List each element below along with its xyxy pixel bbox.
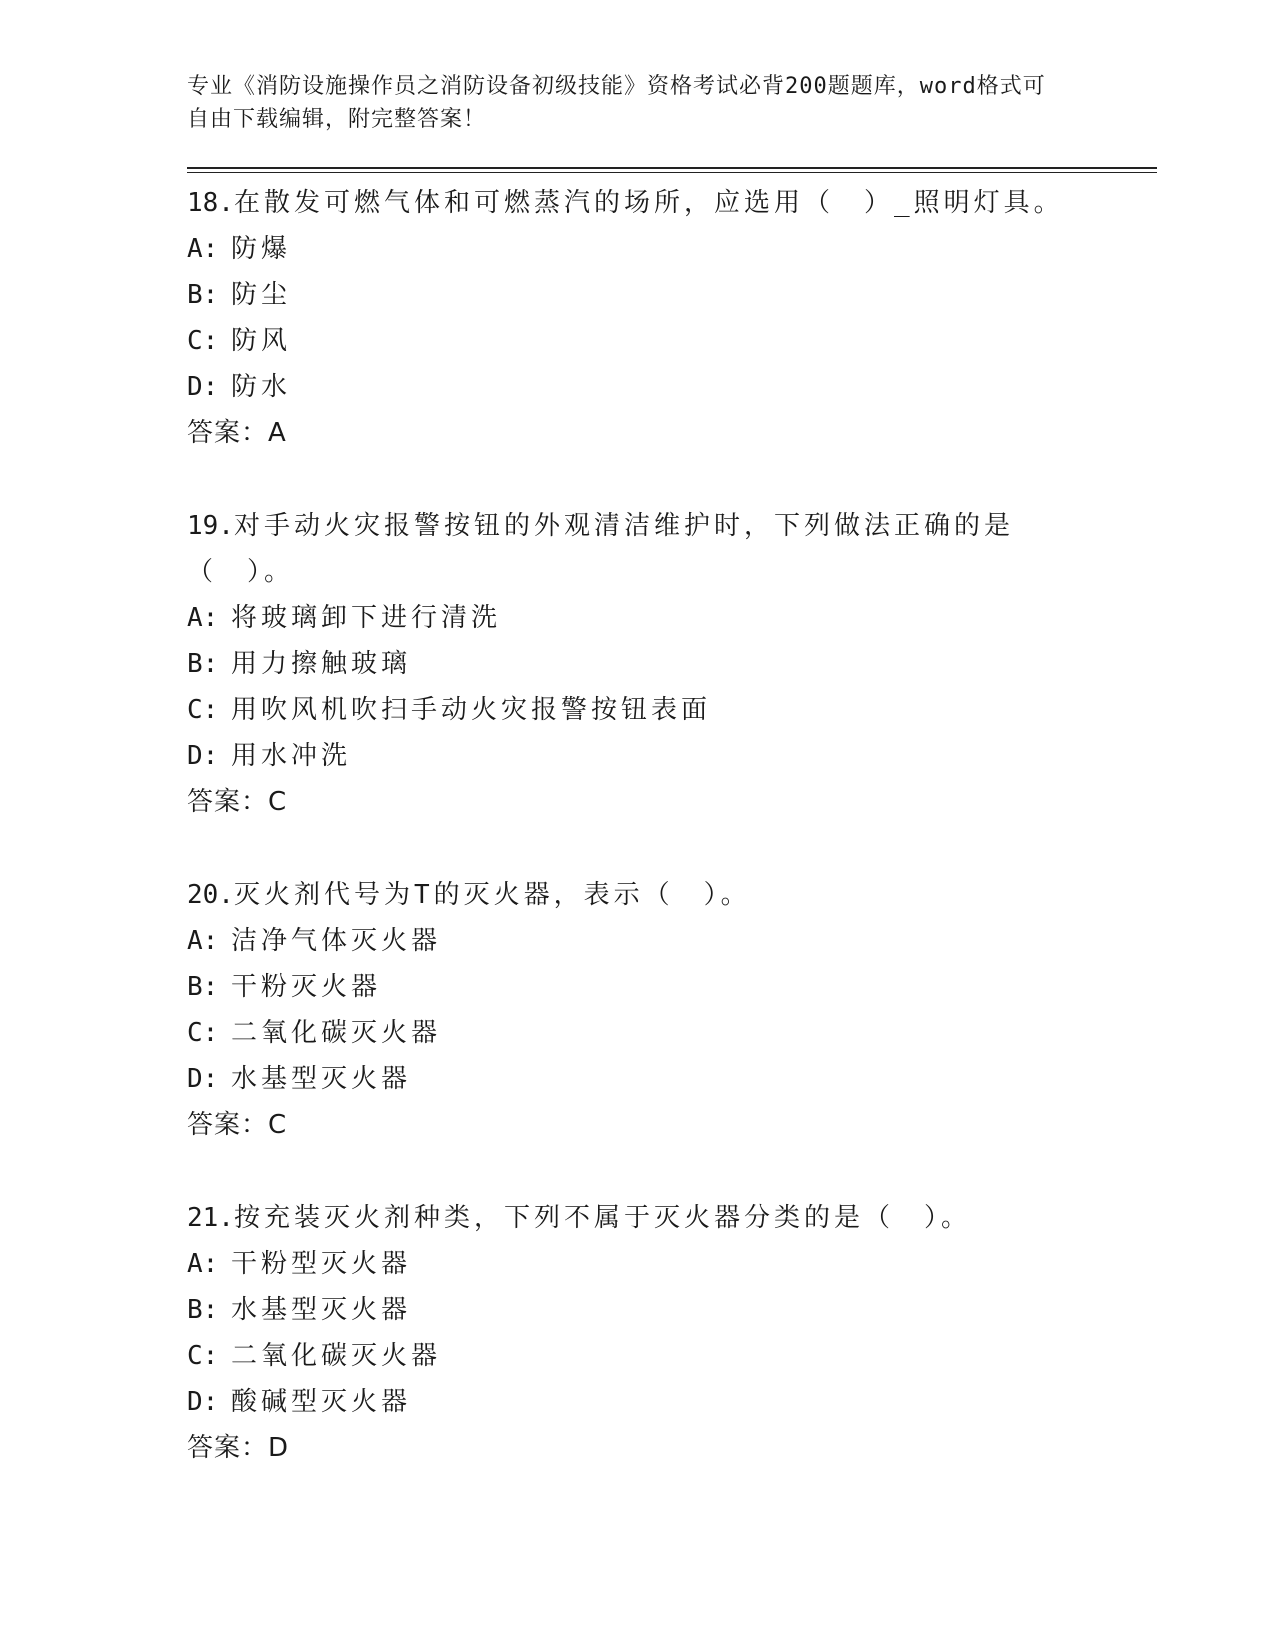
answer-line: 答案：C bbox=[187, 1110, 288, 1140]
question-stem: 在散发可燃气体和可燃蒸汽的场所，应选用（ ）_照明灯具。 bbox=[233, 188, 1064, 218]
option-text: 防水 bbox=[231, 372, 292, 402]
document-header: 专业《消防设施操作员之消防设备初级技能》资格考试必背200题题库，word格式可自由下载编辑，附完整答案！ bbox=[187, 74, 1046, 132]
question-number: 18. bbox=[187, 188, 234, 218]
option-key: B: bbox=[187, 972, 219, 1002]
question-stem: 按充装灭火剂种类，下列不属于灭火器分类的是（ ）。 bbox=[233, 1203, 971, 1233]
option-text: 洁净气体灭火器 bbox=[231, 926, 442, 956]
option-b bbox=[187, 964, 1157, 1010]
answer-line: 答案：D bbox=[187, 1433, 290, 1463]
option-d bbox=[187, 733, 1157, 779]
option-text: 二氧化碳灭火器 bbox=[231, 1018, 442, 1048]
option-key: B: bbox=[187, 649, 219, 679]
option-key: C: bbox=[187, 326, 219, 356]
question-stem: 灭火剂代号为T的灭火器，表示（ ）。 bbox=[233, 880, 751, 910]
option-text: 干粉型灭火器 bbox=[231, 1249, 412, 1279]
option-key: A: bbox=[187, 234, 219, 264]
question-stem: 对手动火灾报警按钮的外观清洁维护时，下列做法正确的是（ ）。 bbox=[187, 511, 1014, 587]
option-text: 二氧化碳灭火器 bbox=[231, 1341, 442, 1371]
option-text: 防风 bbox=[231, 326, 292, 356]
option-a bbox=[187, 918, 1157, 964]
option-b bbox=[187, 641, 1157, 687]
option-a bbox=[187, 595, 1157, 641]
option-text: 防爆 bbox=[231, 234, 292, 264]
option-b bbox=[187, 272, 1157, 318]
option-key: D: bbox=[187, 741, 219, 771]
option-text: 防尘 bbox=[231, 280, 292, 310]
option-text: 酸碱型灭火器 bbox=[231, 1387, 412, 1417]
option-d bbox=[187, 364, 1157, 410]
question-number: 19. bbox=[187, 511, 234, 541]
option-key: D: bbox=[187, 1064, 219, 1094]
answer-line: 答案：A bbox=[187, 418, 287, 448]
option-key: A: bbox=[187, 603, 219, 633]
option-d bbox=[187, 1056, 1157, 1102]
option-text: 用吹风机吹扫手动火灾报警按钮表面 bbox=[231, 695, 712, 725]
question-text bbox=[187, 872, 1067, 918]
answer-line: 答案：C bbox=[187, 787, 288, 817]
option-c bbox=[187, 1010, 1157, 1056]
question-18 bbox=[187, 180, 1157, 456]
document-page bbox=[187, 70, 1157, 1518]
question-text bbox=[187, 503, 1067, 595]
option-c bbox=[187, 1333, 1157, 1379]
option-key: B: bbox=[187, 280, 219, 310]
option-b bbox=[187, 1287, 1157, 1333]
question-list bbox=[187, 180, 1157, 1471]
question-number: 21. bbox=[187, 1203, 234, 1233]
option-text: 用水冲洗 bbox=[231, 741, 352, 771]
option-a bbox=[187, 226, 1157, 272]
option-key: A: bbox=[187, 1249, 219, 1279]
question-19 bbox=[187, 503, 1157, 825]
option-key: D: bbox=[187, 372, 219, 402]
question-text bbox=[187, 180, 1067, 226]
option-key: C: bbox=[187, 1018, 219, 1048]
option-key: C: bbox=[187, 1341, 219, 1371]
option-c bbox=[187, 687, 1157, 733]
option-key: A: bbox=[187, 926, 219, 956]
option-key: D: bbox=[187, 1387, 219, 1417]
option-text: 水基型灭火器 bbox=[231, 1064, 412, 1094]
option-key: B: bbox=[187, 1295, 219, 1325]
question-21 bbox=[187, 1195, 1157, 1471]
question-20 bbox=[187, 872, 1157, 1148]
question-number: 20. bbox=[187, 880, 234, 910]
option-a bbox=[187, 1241, 1157, 1287]
option-text: 干粉灭火器 bbox=[231, 972, 382, 1002]
option-c bbox=[187, 318, 1157, 364]
header-divider bbox=[187, 167, 1157, 173]
option-key: C: bbox=[187, 695, 219, 725]
option-text: 将玻璃卸下进行清洗 bbox=[231, 603, 502, 633]
option-text: 水基型灭火器 bbox=[231, 1295, 412, 1325]
question-text bbox=[187, 1195, 1067, 1241]
option-text: 用力擦触玻璃 bbox=[231, 649, 412, 679]
option-d bbox=[187, 1379, 1157, 1425]
